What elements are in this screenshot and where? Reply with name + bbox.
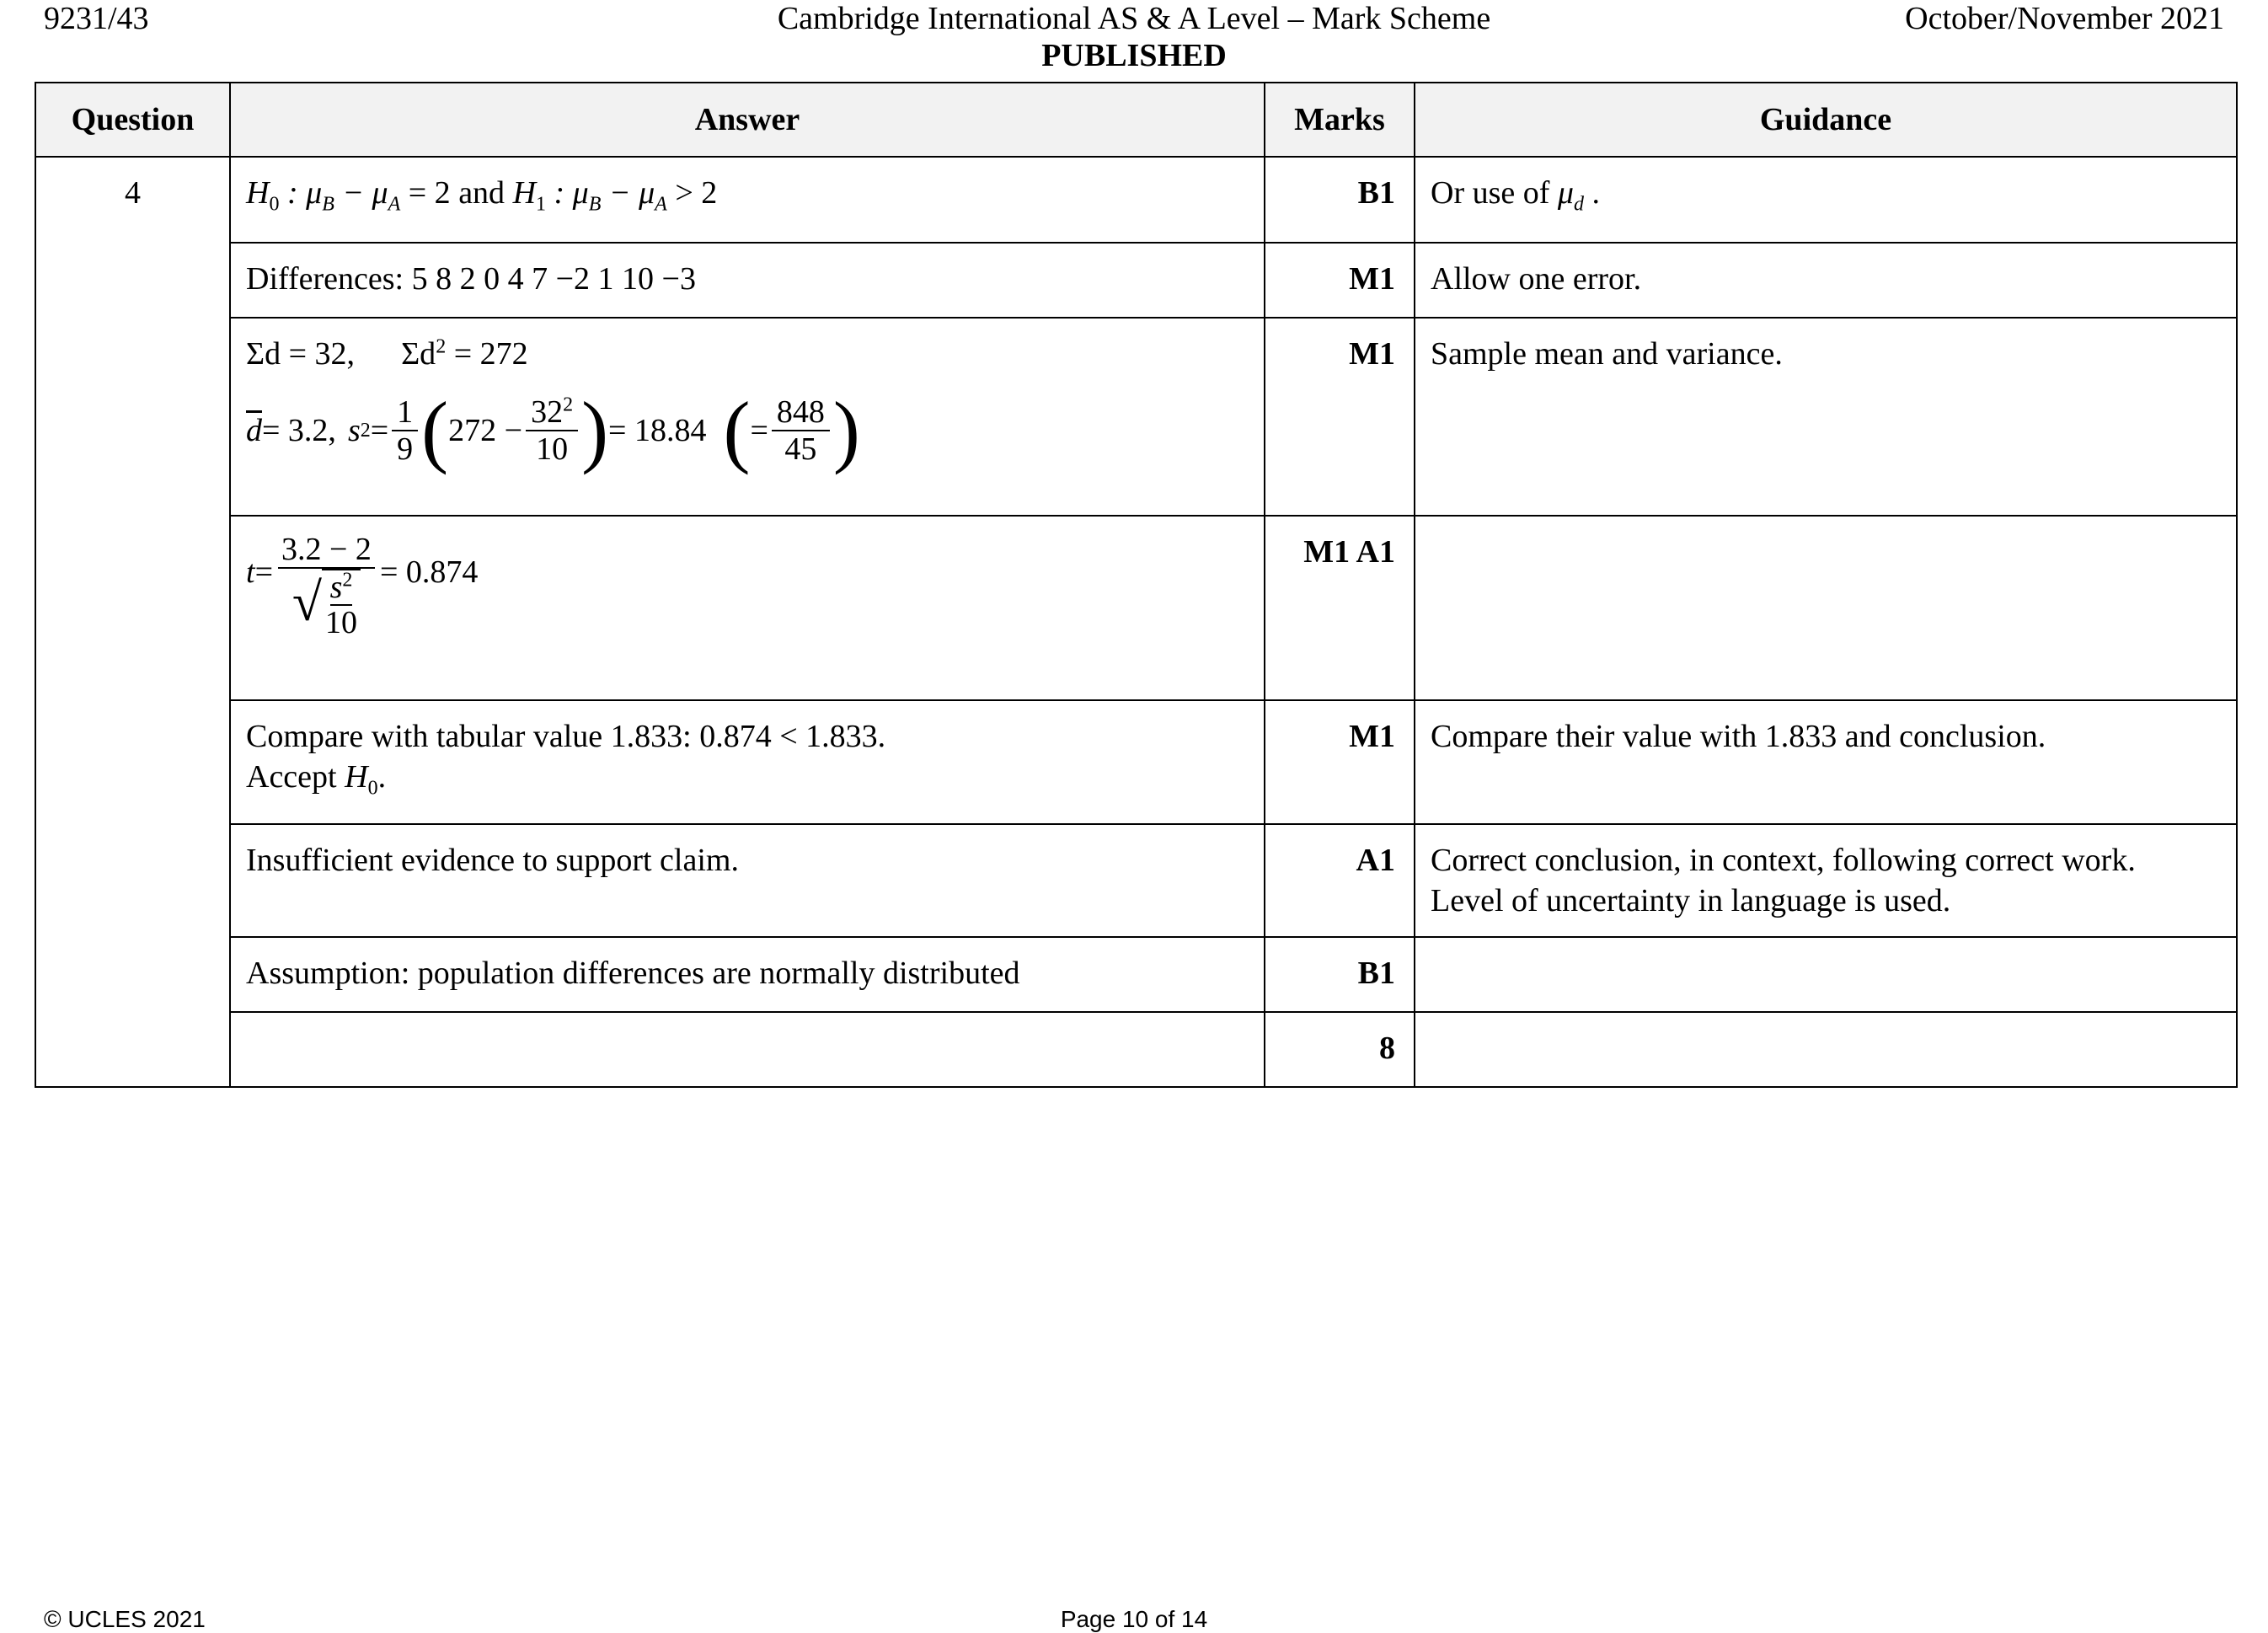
column-header-question: Question: [35, 83, 230, 157]
inner-expression: 272 −: [448, 413, 523, 448]
equals-sign: =: [370, 413, 389, 448]
marks-cell: M1 A1: [1265, 516, 1415, 700]
table-header-row: [35, 83, 2237, 157]
exam-session: October/November 2021: [1905, 1, 2224, 36]
guidance-cell: [1415, 937, 2237, 1012]
subscript-d: d: [1573, 193, 1584, 216]
minus-mu: − μ: [601, 175, 655, 211]
accept-line: Accept $H_0$.: [246, 759, 387, 800]
title-line: Cambridge International AS & A Level – Mark Scheme: [777, 1, 1491, 36]
t-symbol: t: [246, 554, 255, 590]
t-numerator: 3.2 − 2: [278, 532, 375, 569]
sums-line: [246, 334, 1249, 381]
equals-two: = 2: [400, 175, 451, 211]
table-row: [35, 157, 2237, 243]
fraction-one-ninth: $\frac{1}{9}$: [392, 394, 418, 467]
table-row: [35, 516, 2237, 700]
subscript-b: B: [322, 193, 334, 216]
d-bar: $\overline{d}$: [246, 413, 262, 448]
answer-assumption: Assumption: population differences are normally distributed: [230, 937, 1265, 1012]
mu-symbol: : μ: [279, 175, 323, 211]
and-word: and: [450, 175, 513, 211]
mu-symbol: μ: [1557, 175, 1574, 211]
table-row: [35, 318, 2237, 516]
total-marks: 8: [1265, 1012, 1415, 1087]
column-header-answer: Answer: [230, 83, 1265, 157]
mean-variance-line: $\overline{d}$ = 3.2, s 2 = $\frac{1}{9}$ ( 272 − $\frac{32^2}{10}$ ) = 18.84 ( = $\frac{848}{45}$ ): [246, 385, 860, 475]
table-row: [35, 243, 2237, 318]
greater-than-two: > 2: [666, 175, 718, 211]
sum-d-squared: Σd: [401, 336, 436, 372]
table-row: [35, 824, 2237, 937]
page-number: Page 10 of 14: [1060, 1606, 1208, 1632]
mean-value: = 3.2,: [262, 413, 336, 448]
marks-cell: M1: [1265, 700, 1415, 824]
sum-d: Σd = 32,: [246, 336, 356, 372]
t-fraction: [278, 532, 375, 640]
guidance-line: Correct conclusion, in context, following correct work.: [1431, 843, 2136, 878]
marks-cell: B1: [1265, 937, 1415, 1012]
question-number: 4: [35, 157, 230, 1087]
guidance-cell: Sample mean and variance.: [1415, 318, 2237, 516]
t-value: = 0.874: [379, 554, 479, 590]
variance-value: = 18.84: [608, 413, 707, 448]
paper-code: 9231/43: [44, 1, 149, 36]
column-header-guidance: Guidance: [1415, 83, 2237, 157]
fraction-32sq-over-10: $\frac{32^2}{10}$: [526, 394, 578, 467]
h1-symbol: H: [512, 175, 537, 211]
guidance-cell: Allow one error.: [1415, 243, 2237, 318]
square-root: √ $s^2$ 10: [292, 569, 361, 640]
equals-sign: =: [750, 413, 768, 448]
guidance-cell: [1415, 1012, 2237, 1087]
guidance-cell: [1415, 824, 2237, 937]
fraction-848-over-45: $\frac{848}{45}$: [772, 394, 830, 467]
marks-cell: A1: [1265, 824, 1415, 937]
h0-subscript: 0: [269, 193, 280, 216]
subscript-b: B: [588, 193, 602, 216]
guidance-cell: Compare their value with 1.833 and conclusion.: [1415, 700, 2237, 824]
copyright-notice: © UCLES 2021: [44, 1606, 206, 1632]
mu-symbol: : μ: [546, 175, 589, 211]
guidance-cell: [1415, 157, 2237, 243]
subscript-a: A: [655, 193, 667, 216]
h1-subscript: 1: [536, 193, 547, 216]
s-symbol: s: [347, 413, 361, 448]
marks-cell: M1: [1265, 243, 1415, 318]
minus-mu: − μ: [334, 175, 388, 211]
answer-t-statistic: [230, 516, 1265, 700]
table-row: [35, 700, 2237, 824]
equals-sign: =: [254, 554, 273, 590]
compare-line: Compare with tabular value 1.833: 0.874 < 1.833.: [246, 719, 886, 754]
mark-scheme-table: [35, 82, 2238, 1088]
marks-cell: M1: [1265, 318, 1415, 516]
published-label: PUBLISHED: [1041, 38, 1227, 73]
guidance-text: Or use of: [1431, 175, 1558, 211]
superscript: 2: [436, 335, 447, 358]
table-row: [35, 937, 2237, 1012]
h0-symbol: H: [246, 175, 270, 211]
answer-conclusion: Insufficient evidence to support claim.: [230, 824, 1265, 937]
guidance-line: Level of uncertainty in language is used.: [1431, 883, 1951, 918]
guidance-end: .: [1583, 175, 1600, 211]
subscript-a: A: [388, 193, 401, 216]
guidance-cell: [1415, 516, 2237, 700]
answer-mean-variance: [230, 318, 1265, 516]
answer-differences: Differences: 5 8 2 0 4 7 −2 1 10 −3: [230, 243, 1265, 318]
answer-compare: [230, 700, 1265, 824]
sum-d-squared-value: = 272: [446, 336, 528, 372]
marks-cell: B1: [1265, 157, 1415, 243]
answer-hypotheses: [230, 157, 1265, 243]
answer-cell-empty: [230, 1012, 1265, 1087]
table-row: [35, 1012, 2237, 1087]
column-header-marks: Marks: [1265, 83, 1415, 157]
